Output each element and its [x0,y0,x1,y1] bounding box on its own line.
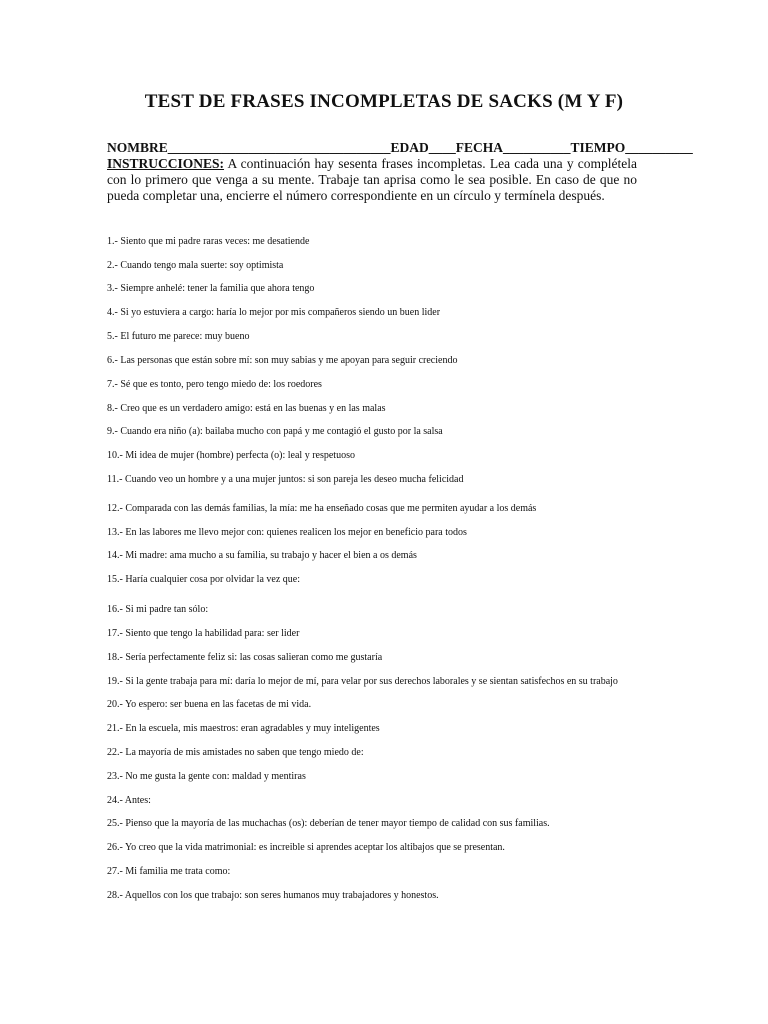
form-header-fields: NOMBRE_________________________________EDAD____FECHA__________TIEMPO__________ [107,140,693,155]
list-item: 22.- La mayoría de mis amistades no saben que tengo miedo de: [107,747,364,758]
list-item: 15.- Haría cualquier cosa por olvidar la vez que: [107,574,300,585]
list-item: 9.- Cuando era niño (a): bailaba mucho con papá y me contagió el gusto por la salsa [107,426,443,437]
list-item: 5.- El futuro me parece: muy bueno [107,331,250,342]
list-item: 4.- Si yo estuviera a cargo: haría lo mejor por mis compañeros siendo un buen lider [107,307,441,318]
list-item: 20.- Yo espero: ser buena en las facetas de mi vida. [107,699,312,710]
list-item: 18.- Sería perfectamente feliz si: las cosas salieran como me gustaría [107,652,383,663]
list-item: 10.- Mi idea de mujer (hombre) perfecta (o): leal y respetuoso [107,450,355,461]
list-item: 25.- Pienso que la mayoría de las muchachas (os): deberían de tener mayor tiempo de calidad con sus familias. [107,818,550,829]
list-item: 7.- Sé que es tonto, pero tengo miedo de: los roedores [107,379,322,390]
list-item: 16.- Si mi padre tan sólo: [107,604,209,615]
list-item: 17.- Siento que tengo la habilidad para: ser lider [107,628,300,639]
page-title: TEST DE FRASES INCOMPLETAS DE SACKS (M Y F) [144,91,624,112]
list-item: 6.- Las personas que están sobre mí: son muy sabias y me apoyan para seguir creciendo [107,355,458,366]
list-item: 21.- En la escuela, mis maestros: eran agradables y muy inteligentes [107,723,380,734]
list-item: 26.- Yo creo que la vida matrimonial: es increible si aprendes aceptar los altibajos que se presentan. [107,842,505,853]
instructions-label: INSTRUCCIONES: [107,156,225,171]
list-item: 8.- Creo que es un verdadero amigo: está en las buenas y en las malas [107,403,386,414]
list-item: 14.- Mi madre: ama mucho a su familia, su trabajo y hacer el bien a os demás [107,550,417,561]
list-item: 2.- Cuando tengo mala suerte: soy optimista [107,260,284,271]
list-item: 1.- Siento que mi padre raras veces: me desatiende [107,236,310,247]
list-item: 28.- Aquellos con los que trabajo: son seres humanos muy trabajadores y honestos. [107,890,439,901]
list-item: 19.- Si la gente trabaja para mí: daría lo mejor de mí, para velar por sus derechos laborales y se sientan satisfechos en su trabajo [107,676,618,687]
list-item: 23.- No me gusta la gente con: maldad y mentiras [107,771,306,782]
instructions-paragraph [107,156,637,204]
list-item: 13.- En las labores me llevo mejor con: quienes realicen los mejor en beneficio para todos [107,527,467,538]
list-item: 12.- Comparada con las demás familias, la mía: me ha enseñado cosas que me permiten ayudar a los demás [107,503,537,514]
list-item: 27.- Mi familia me trata como: [107,866,231,877]
list-item: 3.- Siempre anhelé: tener la familia que ahora tengo [107,283,315,294]
list-item: 24.- Antes: [107,795,151,806]
list-item: 11.- Cuando veo un hombre y a una mujer juntos: si son pareja les deseo mucha felicidad [107,474,464,485]
instructions-text: A continuación hay sesenta frases incompletas. Lea cada una y complétela con lo primero que venga a su mente. Trabaje tan aprisa como le sea posible. En caso de que no pueda completar una, encierre el número correspondiente en un círculo y termínela después. [107,156,637,203]
